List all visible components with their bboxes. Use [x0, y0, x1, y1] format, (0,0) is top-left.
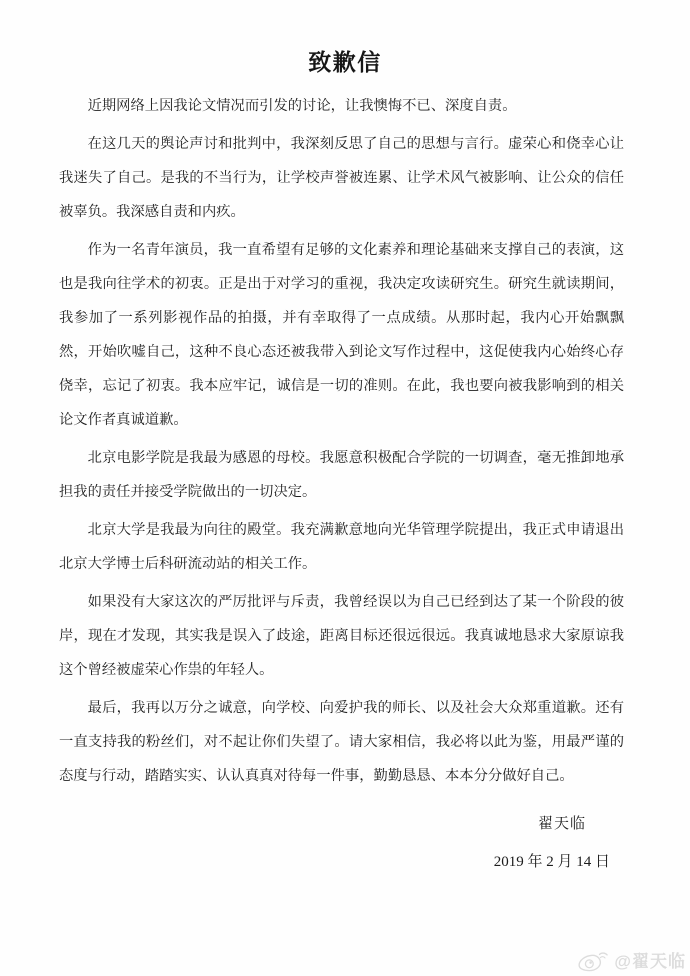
- letter-paragraph: 近期网络上因我论文情况而引发的讨论，让我懊悔不已、深度自责。: [87, 98, 517, 114]
- letter-body: [59, 89, 624, 793]
- signature-block: [0, 807, 690, 879]
- letter-paragraph: 北京电影学院是我最为感恩的母校。我愿意积极配合学院的一切调查，毫无推卸地承担我的责任并接受学院做出的一切决定。: [59, 450, 624, 500]
- weibo-icon: [577, 948, 611, 972]
- watermark-username: @翟天临: [614, 952, 686, 971]
- letter-paragraph: 在这几天的舆论声讨和批判中，我深刻反思了自己的思想与言行。虚荣心和侥幸心让我迷失了自己。是我的不当行为，让学校声誉被连累、让学术风气被影响、让公众的信任被辜负。我深感自责和内疚。: [59, 136, 624, 220]
- weibo-watermark: [577, 947, 686, 972]
- letter-paragraph: 如果没有大家这次的严厉批评与斥责，我曾经误以为自己已经到达了某一个阶段的彼岸，现在才发现，其实我是误入了歧途，距离目标还很远很远。我真诚地恳求大家原谅我这个曾经被虚荣心作祟的年轻人。: [59, 594, 624, 678]
- letter-date: 2019 年 2 月 14 日: [493, 854, 610, 870]
- letter-paragraph: 作为一名青年演员，我一直希望有足够的文化素养和理论基础来支撑自己的表演，这也是我向往学术的初衷。正是出于对学习的重视，我决定攻读研究生。研究生就读期间，我参加了一系列影视作品的拍摄，并有幸取得了一点成绩。从那时起，我内心开始飘飘然，开始吹嘘自己，这种不良心态还被我带入到论文写作过程中，这促使我内心始终心存侥幸，忘记了初衷。我本应牢记，诚信是一切的准则。在此，我也要向被我影响到的相关论文作者真诚道歉。: [59, 242, 624, 428]
- letter-paragraph: 北京大学是我最为向往的殿堂。我充满歉意地向光华管理学院提出，我正式申请退出北京大学博士后科研流动站的相关工作。: [59, 522, 624, 572]
- signature: 翟天临: [537, 816, 586, 832]
- letter-title: 致歉信: [308, 50, 382, 75]
- letter-paragraph: 最后，我再以万分之诚意，向学校、向爱护我的师长、以及社会大众郑重道歉。还有一直支持我的粉丝们，对不起让你们失望了。请大家相信，我必将以此为鉴，用最严谨的态度与行动，踏踏实实、认认真真对待每一件事，勤勤恳恳、本本分分做好自己。: [59, 700, 624, 784]
